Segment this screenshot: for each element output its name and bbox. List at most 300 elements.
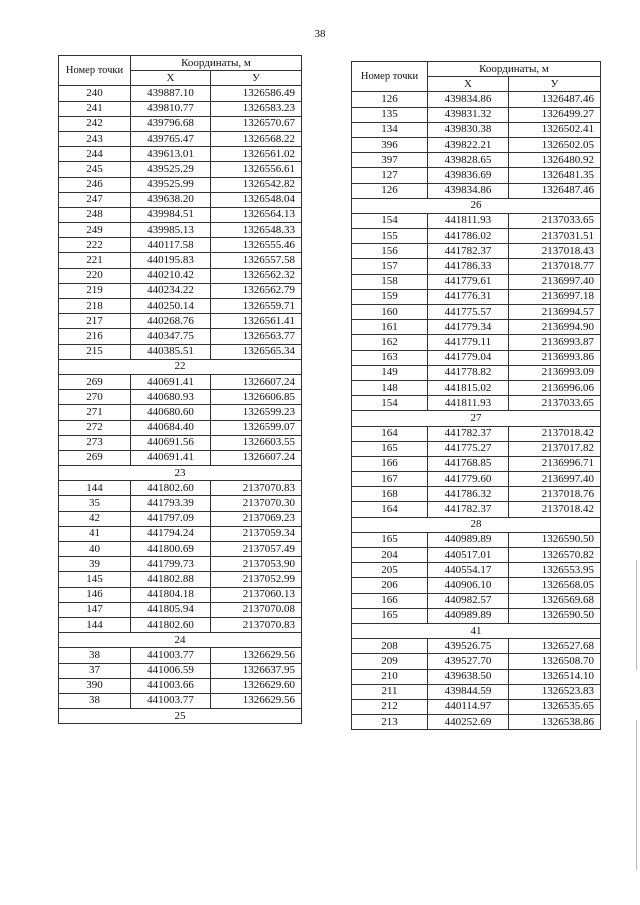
point-number-cell: 273 — [59, 435, 131, 450]
x-coordinate-cell: 439887.10 — [131, 86, 211, 101]
point-number-cell: 154 — [352, 396, 428, 411]
table-row — [59, 648, 302, 663]
y-coordinate-cell: 2136997.18 — [509, 289, 601, 304]
x-coordinate-cell: 440250.14 — [131, 299, 211, 314]
x-coordinate-cell: 441811.93 — [428, 396, 509, 411]
y-coordinate-cell: 1326487.46 — [509, 183, 601, 198]
table-row — [59, 374, 302, 389]
y-coordinate-cell: 1326557.58 — [211, 253, 302, 268]
x-coordinate-cell: 439836.69 — [428, 168, 509, 183]
y-coordinate-cell: 2136994.90 — [509, 320, 601, 335]
point-number-cell: 271 — [59, 405, 131, 420]
y-coordinate-cell: 2136997.40 — [509, 274, 601, 289]
x-coordinate-cell: 439834.86 — [428, 92, 509, 107]
point-number-cell: 215 — [59, 344, 131, 359]
y-coordinate-cell: 2137070.08 — [211, 602, 302, 617]
x-coordinate-cell: 439525.29 — [131, 162, 211, 177]
point-number-cell: 161 — [352, 320, 428, 335]
table-row — [352, 213, 601, 228]
x-coordinate-cell: 441782.37 — [428, 244, 509, 259]
table-row — [352, 168, 601, 183]
x-coordinate-cell: 441802.60 — [131, 617, 211, 632]
y-coordinate-cell: 2137070.83 — [211, 481, 302, 496]
y-coordinate-cell: 2136997.40 — [509, 472, 601, 487]
y-coordinate-cell: 1326559.71 — [211, 299, 302, 314]
table-row — [352, 487, 601, 502]
point-number-cell: 205 — [352, 563, 428, 578]
point-number-cell: 269 — [59, 450, 131, 465]
table-row — [59, 450, 302, 465]
table-row — [352, 608, 601, 623]
y-coordinate-cell: 2137018.76 — [509, 487, 601, 502]
table-row — [59, 314, 302, 329]
section-row — [59, 466, 302, 481]
table-row — [59, 329, 302, 344]
point-number-cell: 204 — [352, 548, 428, 563]
x-coordinate-cell: 439638.20 — [131, 192, 211, 207]
point-number-cell: 246 — [59, 177, 131, 192]
table-row — [352, 289, 601, 304]
point-number-cell: 148 — [352, 380, 428, 395]
y-coordinate-cell: 1326590.50 — [509, 532, 601, 547]
x-coordinate-cell: 440347.75 — [131, 329, 211, 344]
section-number: 22 — [59, 359, 302, 374]
x-coordinate-cell: 441793.39 — [131, 496, 211, 511]
point-number-cell: 147 — [59, 602, 131, 617]
point-number-cell: 244 — [59, 147, 131, 162]
x-coordinate-cell: 441775.57 — [428, 305, 509, 320]
y-coordinate-cell: 2136993.86 — [509, 350, 601, 365]
point-number-cell: 247 — [59, 192, 131, 207]
y-coordinate-cell: 1326527.68 — [509, 639, 601, 654]
x-coordinate-cell: 440684.40 — [131, 420, 211, 435]
y-coordinate-cell: 2136994.57 — [509, 305, 601, 320]
y-coordinate-cell: 1326603.55 — [211, 435, 302, 450]
coordinates-table-right — [351, 61, 601, 730]
table-row — [352, 699, 601, 714]
table-row — [352, 122, 601, 137]
table-row — [59, 162, 302, 177]
table-row — [59, 435, 302, 450]
y-coordinate-cell: 2137053.90 — [211, 557, 302, 572]
point-number-cell: 155 — [352, 229, 428, 244]
x-coordinate-cell: 439613.01 — [131, 147, 211, 162]
point-number-cell: 144 — [59, 481, 131, 496]
table-row — [59, 481, 302, 496]
point-number-cell: 222 — [59, 238, 131, 253]
table-row — [352, 472, 601, 487]
y-coordinate-cell: 1326629.56 — [211, 648, 302, 663]
y-coordinate-cell: 1326514.10 — [509, 669, 601, 684]
scan-edge-mark — [636, 720, 637, 870]
x-coordinate-cell: 439831.32 — [428, 107, 509, 122]
point-number-cell: 212 — [352, 699, 428, 714]
point-number-cell: 154 — [352, 213, 428, 228]
point-number-cell: 156 — [352, 244, 428, 259]
table-row — [352, 669, 601, 684]
point-number-cell: 145 — [59, 572, 131, 587]
table-row — [59, 542, 302, 557]
y-coordinate-cell: 1326553.95 — [509, 563, 601, 578]
y-coordinate-cell: 1326599.23 — [211, 405, 302, 420]
section-row — [352, 411, 601, 426]
table-row — [59, 177, 302, 192]
section-number: 25 — [59, 709, 302, 724]
point-number-cell: 245 — [59, 162, 131, 177]
y-coordinate-cell: 1326502.41 — [509, 122, 601, 137]
y-coordinate-cell: 2137017.82 — [509, 441, 601, 456]
y-coordinate-cell: 2137060.13 — [211, 587, 302, 602]
x-coordinate-cell: 440210.42 — [131, 268, 211, 283]
x-coordinate-cell: 441003.77 — [131, 648, 211, 663]
table-row — [59, 101, 302, 116]
table-row — [59, 390, 302, 405]
table-row — [59, 131, 302, 146]
table-row — [352, 244, 601, 259]
x-coordinate-cell: 441799.73 — [131, 557, 211, 572]
x-coordinate-cell: 440114.97 — [428, 699, 509, 714]
x-coordinate-cell: 441797.09 — [131, 511, 211, 526]
point-number-cell: 146 — [59, 587, 131, 602]
table-row — [59, 207, 302, 222]
point-number-cell: 164 — [352, 502, 428, 517]
point-number-cell: 272 — [59, 420, 131, 435]
table-row — [59, 268, 302, 283]
y-coordinate-cell: 1326523.83 — [509, 684, 601, 699]
point-number-cell: 134 — [352, 122, 428, 137]
point-number-cell: 217 — [59, 314, 131, 329]
table-row — [59, 283, 302, 298]
point-number-cell: 126 — [352, 92, 428, 107]
x-coordinate-cell: 439525.99 — [131, 177, 211, 192]
point-number-cell: 159 — [352, 289, 428, 304]
x-coordinate-cell: 441802.60 — [131, 481, 211, 496]
x-coordinate-cell: 439527.70 — [428, 654, 509, 669]
table-row — [352, 456, 601, 471]
y-coordinate-cell: 2137018.77 — [509, 259, 601, 274]
table-row — [59, 147, 302, 162]
point-number-cell: 220 — [59, 268, 131, 283]
point-number-cell: 210 — [352, 669, 428, 684]
x-coordinate-cell: 440691.41 — [131, 374, 211, 389]
x-coordinate-cell: 439638.50 — [428, 669, 509, 684]
y-coordinate-cell: 1326568.05 — [509, 578, 601, 593]
table-row — [352, 684, 601, 699]
x-coordinate-cell: 441003.66 — [131, 678, 211, 693]
table-row — [352, 563, 601, 578]
point-number-cell: 35 — [59, 496, 131, 511]
y-coordinate-cell: 1326556.61 — [211, 162, 302, 177]
table-row — [352, 639, 601, 654]
x-coordinate-cell: 440554.17 — [428, 563, 509, 578]
section-number: 26 — [352, 198, 601, 213]
table-row — [352, 548, 601, 563]
section-number: 41 — [352, 623, 601, 638]
table-row — [352, 335, 601, 350]
point-number-cell: 38 — [59, 648, 131, 663]
table-row — [59, 344, 302, 359]
x-coordinate-cell: 441782.37 — [428, 502, 509, 517]
section-row — [352, 198, 601, 213]
table-row — [59, 223, 302, 238]
y-coordinate-cell: 1326590.50 — [509, 608, 601, 623]
table-row — [59, 299, 302, 314]
table-row — [352, 320, 601, 335]
x-coordinate-cell: 441782.37 — [428, 426, 509, 441]
y-coordinate-cell: 1326607.24 — [211, 374, 302, 389]
point-number-cell: 149 — [352, 365, 428, 380]
y-coordinate-cell: 1326548.33 — [211, 223, 302, 238]
y-coordinate-cell: 1326568.22 — [211, 131, 302, 146]
y-coordinate-cell: 1326583.23 — [211, 101, 302, 116]
y-coordinate-cell: 1326480.92 — [509, 153, 601, 168]
y-coordinate-cell: 1326562.79 — [211, 283, 302, 298]
x-coordinate-cell: 439822.21 — [428, 137, 509, 152]
point-number-cell: 166 — [352, 593, 428, 608]
y-coordinate-cell: 1326565.34 — [211, 344, 302, 359]
table-row — [352, 532, 601, 547]
point-number-cell: 167 — [352, 472, 428, 487]
y-coordinate-cell: 2137033.65 — [509, 396, 601, 411]
x-coordinate-cell: 440906.10 — [428, 578, 509, 593]
y-coordinate-cell: 1326562.32 — [211, 268, 302, 283]
x-coordinate-cell: 440268.76 — [131, 314, 211, 329]
point-number-cell: 158 — [352, 274, 428, 289]
table-row — [352, 593, 601, 608]
table-row — [352, 92, 601, 107]
x-coordinate-cell: 439828.65 — [428, 153, 509, 168]
section-number: 23 — [59, 466, 302, 481]
table-row — [352, 107, 601, 122]
table-row — [352, 153, 601, 168]
point-number-cell: 206 — [352, 578, 428, 593]
x-coordinate-cell: 439984.51 — [131, 207, 211, 222]
x-coordinate-cell: 439985.13 — [131, 223, 211, 238]
y-coordinate-cell: 2136996.71 — [509, 456, 601, 471]
y-coordinate-cell: 2137033.65 — [509, 213, 601, 228]
x-coordinate-cell: 440989.89 — [428, 608, 509, 623]
y-coordinate-cell: 1326637.95 — [211, 663, 302, 678]
x-coordinate-cell: 439834.86 — [428, 183, 509, 198]
y-coordinate-cell: 2137052.99 — [211, 572, 302, 587]
point-number-cell: 240 — [59, 86, 131, 101]
table-row — [352, 350, 601, 365]
y-coordinate-cell: 1326538.86 — [509, 715, 601, 730]
x-coordinate-cell: 439765.47 — [131, 131, 211, 146]
x-coordinate-cell: 440117.58 — [131, 238, 211, 253]
point-number-cell: 163 — [352, 350, 428, 365]
point-number-cell: 216 — [59, 329, 131, 344]
coordinates-table-right-body — [352, 92, 601, 730]
point-number-cell: 166 — [352, 456, 428, 471]
table-row — [59, 86, 302, 101]
table-row — [59, 587, 302, 602]
x-coordinate-cell: 440691.41 — [131, 450, 211, 465]
y-coordinate-cell: 2137070.30 — [211, 496, 302, 511]
x-coordinate-cell: 441776.31 — [428, 289, 509, 304]
y-coordinate-cell: 1326481.35 — [509, 168, 601, 183]
point-number-cell: 165 — [352, 608, 428, 623]
point-number-cell: 38 — [59, 693, 131, 708]
point-number-header: Номер точки — [59, 56, 131, 86]
x-coordinate-cell: 440195.83 — [131, 253, 211, 268]
point-number-cell: 39 — [59, 557, 131, 572]
y-coordinate-cell: 2137069.23 — [211, 511, 302, 526]
point-number-cell: 219 — [59, 283, 131, 298]
x-coordinate-cell: 441786.33 — [428, 259, 509, 274]
y-coordinate-cell: 2136993.09 — [509, 365, 601, 380]
scan-edge-mark — [636, 560, 637, 670]
x-coordinate-cell: 440691.56 — [131, 435, 211, 450]
y-coordinate-cell: 1326569.68 — [509, 593, 601, 608]
point-number-cell: 270 — [59, 390, 131, 405]
point-number-cell: 42 — [59, 511, 131, 526]
y-coordinate-cell: 1326570.82 — [509, 548, 601, 563]
point-number-cell: 165 — [352, 441, 428, 456]
x-coordinate-cell: 441779.04 — [428, 350, 509, 365]
x-coordinate-cell: 441778.82 — [428, 365, 509, 380]
point-number-cell: 221 — [59, 253, 131, 268]
point-number-cell: 165 — [352, 532, 428, 547]
y-coordinate-cell: 1326487.46 — [509, 92, 601, 107]
table-row — [59, 526, 302, 541]
point-number-header: Номер точки — [352, 62, 428, 92]
y-coordinate-cell: 2137018.43 — [509, 244, 601, 259]
y-coordinate-cell: 2137057.49 — [211, 542, 302, 557]
table-row — [59, 496, 302, 511]
x-coordinate-cell: 439526.75 — [428, 639, 509, 654]
y-coordinate-cell: 1326535.65 — [509, 699, 601, 714]
point-number-cell: 162 — [352, 335, 428, 350]
point-number-cell: 208 — [352, 639, 428, 654]
coordinates-header: Координаты, м — [428, 62, 601, 77]
point-number-cell: 209 — [352, 654, 428, 669]
table-row — [59, 405, 302, 420]
point-number-cell: 218 — [59, 299, 131, 314]
point-number-cell: 40 — [59, 542, 131, 557]
x-coordinate-cell: 441779.60 — [428, 472, 509, 487]
x-coordinate-cell: 441811.93 — [428, 213, 509, 228]
x-coordinate-cell: 440385.51 — [131, 344, 211, 359]
table-row — [59, 557, 302, 572]
y-coordinate-cell: 2137031.51 — [509, 229, 601, 244]
point-number-cell: 41 — [59, 526, 131, 541]
point-number-cell: 37 — [59, 663, 131, 678]
table-row — [352, 441, 601, 456]
point-number-cell: 249 — [59, 223, 131, 238]
section-number: 27 — [352, 411, 601, 426]
section-row — [352, 623, 601, 638]
section-row — [352, 517, 601, 532]
point-number-cell: 168 — [352, 487, 428, 502]
y-coordinate-cell: 2136993.87 — [509, 335, 601, 350]
table-row — [352, 578, 601, 593]
x-coordinate-cell: 441779.11 — [428, 335, 509, 350]
point-number-cell: 248 — [59, 207, 131, 222]
table-row — [59, 663, 302, 678]
table-row — [352, 229, 601, 244]
table-row — [59, 116, 302, 131]
point-number-cell: 396 — [352, 137, 428, 152]
y-coordinate-cell: 1326548.04 — [211, 192, 302, 207]
y-coordinate-cell: 1326561.02 — [211, 147, 302, 162]
y-coordinate-cell: 1326586.49 — [211, 86, 302, 101]
table-row — [352, 365, 601, 380]
table-row — [352, 305, 601, 320]
point-number-cell: 160 — [352, 305, 428, 320]
point-number-cell: 390 — [59, 678, 131, 693]
y-header: У — [509, 77, 601, 92]
table-row — [352, 396, 601, 411]
x-coordinate-cell: 441786.02 — [428, 229, 509, 244]
y-coordinate-cell: 1326555.46 — [211, 238, 302, 253]
table-row — [59, 253, 302, 268]
x-header: X — [131, 71, 211, 86]
y-coordinate-cell: 1326606.85 — [211, 390, 302, 405]
x-coordinate-cell: 441804.18 — [131, 587, 211, 602]
point-number-cell: 157 — [352, 259, 428, 274]
x-coordinate-cell: 440989.89 — [428, 532, 509, 547]
x-coordinate-cell: 440982.57 — [428, 593, 509, 608]
x-coordinate-cell: 441006.59 — [131, 663, 211, 678]
table-row — [59, 572, 302, 587]
y-coordinate-cell: 2137059.34 — [211, 526, 302, 541]
y-coordinate-cell: 1326561.41 — [211, 314, 302, 329]
x-coordinate-cell: 440680.93 — [131, 390, 211, 405]
x-coordinate-cell: 441775.27 — [428, 441, 509, 456]
y-coordinate-cell: 1326542.82 — [211, 177, 302, 192]
table-row — [59, 420, 302, 435]
section-row — [59, 633, 302, 648]
table-row — [59, 238, 302, 253]
point-number-cell: 144 — [59, 617, 131, 632]
section-row — [59, 359, 302, 374]
coordinates-table-left — [58, 55, 302, 724]
x-coordinate-cell: 441815.02 — [428, 380, 509, 395]
table-row — [352, 380, 601, 395]
table-row — [59, 693, 302, 708]
x-coordinate-cell: 441003.77 — [131, 693, 211, 708]
table-row — [59, 192, 302, 207]
y-coordinate-cell: 1326599.07 — [211, 420, 302, 435]
table-row — [352, 183, 601, 198]
x-coordinate-cell: 441805.94 — [131, 602, 211, 617]
y-coordinate-cell: 1326607.24 — [211, 450, 302, 465]
y-coordinate-cell: 1326629.56 — [211, 693, 302, 708]
x-coordinate-cell: 439830.38 — [428, 122, 509, 137]
point-number-cell: 243 — [59, 131, 131, 146]
table-row — [352, 715, 601, 730]
x-coordinate-cell: 441768.85 — [428, 456, 509, 471]
x-coordinate-cell: 440517.01 — [428, 548, 509, 563]
y-coordinate-cell: 1326508.70 — [509, 654, 601, 669]
x-header: X — [428, 77, 509, 92]
y-coordinate-cell: 2137018.42 — [509, 502, 601, 517]
point-number-cell: 164 — [352, 426, 428, 441]
point-number-cell: 269 — [59, 374, 131, 389]
point-number-cell: 135 — [352, 107, 428, 122]
x-coordinate-cell: 441779.61 — [428, 274, 509, 289]
table-row — [59, 511, 302, 526]
y-coordinate-cell: 1326570.67 — [211, 116, 302, 131]
y-coordinate-cell: 1326502.05 — [509, 137, 601, 152]
y-coordinate-cell: 2137070.83 — [211, 617, 302, 632]
coordinates-header: Координаты, м — [131, 56, 302, 71]
table-row — [352, 502, 601, 517]
table-row — [59, 602, 302, 617]
x-coordinate-cell: 441802.88 — [131, 572, 211, 587]
section-row — [59, 709, 302, 724]
